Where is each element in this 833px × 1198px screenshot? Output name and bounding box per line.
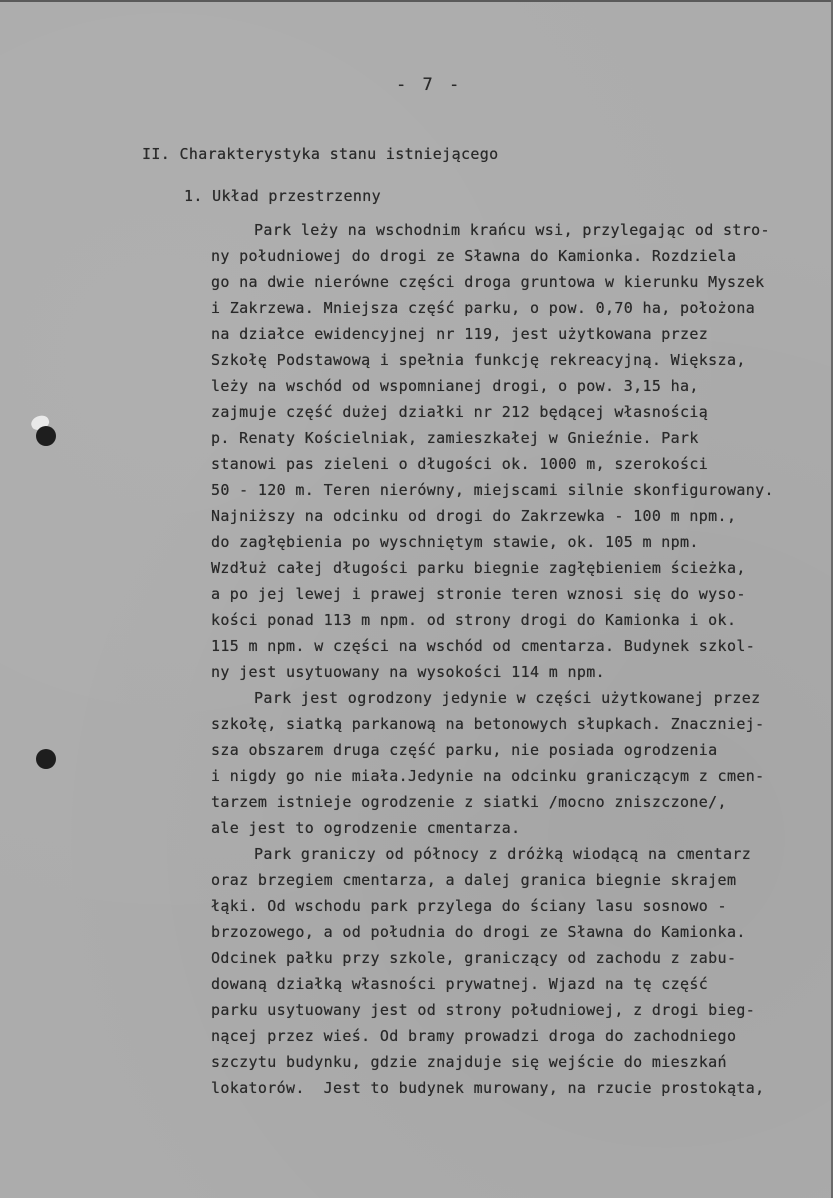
body-line: stanowi pas zieleni o długości ok. 1000 m, szerokości — [211, 455, 709, 473]
body-line: go na dwie nierówne części droga gruntowa w kierunku Myszek — [211, 273, 765, 291]
punch-hole-top — [36, 426, 56, 446]
section-heading: II. Charakterystyka stanu istniejącego — [142, 145, 499, 163]
page-number: - 7 - — [396, 75, 463, 95]
punch-hole-bottom — [36, 749, 56, 769]
body-line: nącej przez wieś. Od bramy prowadzi droga do zachodniego — [211, 1027, 737, 1045]
body-line: p. Renaty Kościelniak, zamieszkałej w Gnieźnie. Park — [211, 429, 699, 447]
body-line: oraz brzegiem cmentarza, a dalej granica biegnie skrajem — [211, 871, 737, 889]
body-line: na działce ewidencyjnej nr 119, jest użytkowana przez — [211, 325, 709, 343]
body-line: 50 - 120 m. Teren nierówny, miejscami silnie skonfigurowany. — [211, 481, 774, 499]
body-line: leży na wschód od wspomnianej drogi, o pow. 3,15 ha, — [211, 377, 699, 395]
body-line: 115 m npm. w części na wschód od cmentarza. Budynek szkol- — [211, 637, 756, 655]
body-line: Park jest ogrodzony jedynie w części użytkowanej przez — [254, 689, 761, 707]
scan-edge-top — [0, 0, 833, 2]
body-line: do zagłębienia po wyschniętym stawie, ok. 105 m npm. — [211, 533, 699, 551]
body-line: Szkołę Podstawową i spełnia funkcję rekreacyjną. Większa, — [211, 351, 746, 369]
body-line: szkołę, siatką parkanową na betonowych słupkach. Znaczniej- — [211, 715, 765, 733]
body-line: parku usytuowany jest od strony południowej, z drogi bieg- — [211, 1001, 756, 1019]
body-line: sza obszarem druga część parku, nie posiada ogrodzenia — [211, 741, 718, 759]
body-line: Odcinek pałku przy szkole, graniczący od zachodu z zabu- — [211, 949, 737, 967]
body-line: kości ponad 113 m npm. od strony drogi do Kamionka i ok. — [211, 611, 737, 629]
body-line: Park leży na wschodnim krańcu wsi, przylegając od stro- — [254, 221, 770, 239]
body-line: ny południowej do drogi ze Sławna do Kamionka. Rozdziela — [211, 247, 737, 265]
body-line: łąki. Od wschodu park przylega do ściany lasu sosnowo - — [211, 897, 727, 915]
body-line: szczytu budynku, gdzie znajduje się wejście do mieszkań — [211, 1053, 727, 1071]
body-line: brzozowego, a od południa do drogi ze Sławna do Kamionka. — [211, 923, 746, 941]
body-line: tarzem istnieje ogrodzenie z siatki /mocno zniszczone/, — [211, 793, 727, 811]
body-line: lokatorów. Jest to budynek murowany, na rzucie prostokąta, — [211, 1079, 765, 1097]
body-line: Park graniczy od północy z dróżką wiodącą na cmentarz — [254, 845, 752, 863]
subsection-heading: 1. Układ przestrzenny — [184, 187, 381, 205]
body-line: Wzdłuż całej długości parku biegnie zagłębieniem ścieżka, — [211, 559, 746, 577]
body-line: Najniższy na odcinku od drogi do Zakrzewka - 100 m npm., — [211, 507, 737, 525]
body-line: i Zakrzewa. Mniejsza część parku, o pow. 0,70 ha, położona — [211, 299, 756, 317]
body-line: a po jej lewej i prawej stronie teren wznosi się do wyso- — [211, 585, 746, 603]
body-line: i nigdy go nie miała.Jedynie na odcinku graniczącym z cmen- — [211, 767, 765, 785]
body-line: zajmuje część dużej działki nr 212 będącej własnością — [211, 403, 709, 421]
body-line: ale jest to ogrodzenie cmentarza. — [211, 819, 521, 837]
body-line: dowaną działką własności prywatnej. Wjazd na tę część — [211, 975, 709, 993]
body-line: ny jest usytuowany na wysokości 114 m npm. — [211, 663, 605, 681]
